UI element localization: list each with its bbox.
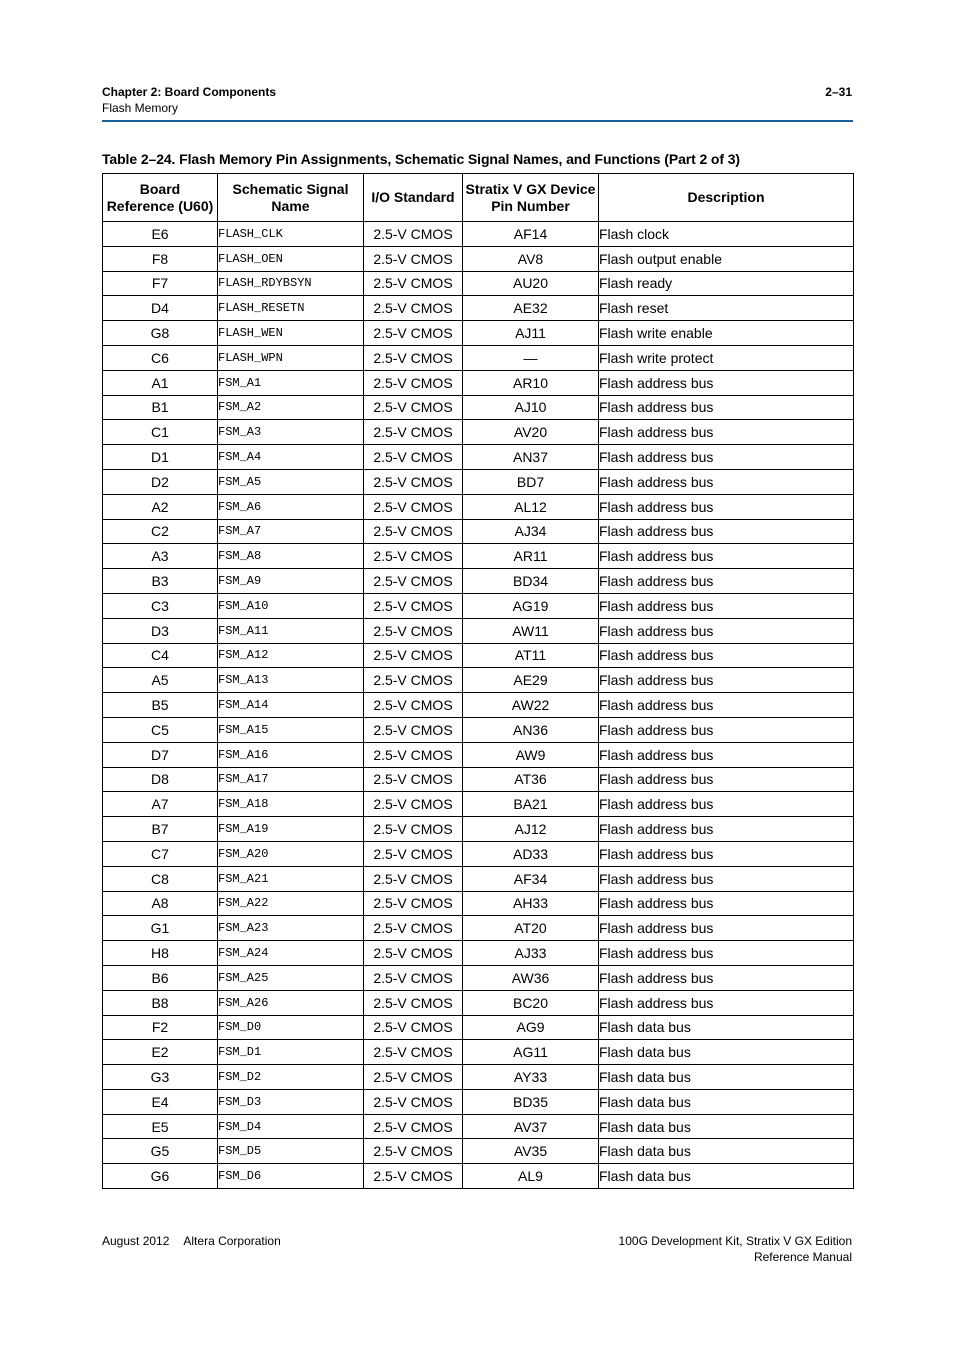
cell-io-standard: 2.5-V CMOS xyxy=(364,1114,463,1139)
cell-board-reference: G6 xyxy=(103,1164,218,1189)
cell-description: Flash data bus xyxy=(599,1164,854,1189)
cell-description: Flash address bus xyxy=(599,494,854,519)
chapter-title: Chapter 2: Board Components xyxy=(102,85,277,99)
table-row xyxy=(103,1164,854,1189)
cell-io-standard: 2.5-V CMOS xyxy=(364,866,463,891)
table-row xyxy=(103,345,854,370)
cell-io-standard: 2.5-V CMOS xyxy=(364,891,463,916)
cell-signal-name: FSM_A17 xyxy=(218,767,364,792)
cell-description: Flash address bus xyxy=(599,445,854,470)
table-row xyxy=(103,1139,854,1164)
cell-signal-name: FSM_A26 xyxy=(218,990,364,1015)
cell-description: Flash address bus xyxy=(599,693,854,718)
cell-description: Flash address bus xyxy=(599,965,854,990)
cell-description: Flash address bus xyxy=(599,420,854,445)
cell-pin-number: BC20 xyxy=(463,990,599,1015)
table-row xyxy=(103,990,854,1015)
cell-pin-number: AG19 xyxy=(463,593,599,618)
table-row xyxy=(103,668,854,693)
cell-signal-name: FSM_A3 xyxy=(218,420,364,445)
cell-signal-name: FSM_A20 xyxy=(218,841,364,866)
cell-description: Flash address bus xyxy=(599,569,854,594)
footer-doc-title: 100G Development Kit, Stratix V GX Edition xyxy=(618,1234,852,1248)
cell-description: Flash address bus xyxy=(599,990,854,1015)
cell-board-reference: B7 xyxy=(103,817,218,842)
footer-company: Altera Corporation xyxy=(183,1234,281,1248)
footer-doc-type: Reference Manual xyxy=(753,1250,852,1264)
cell-io-standard: 2.5-V CMOS xyxy=(364,1065,463,1090)
cell-io-standard: 2.5-V CMOS xyxy=(364,469,463,494)
cell-signal-name: FSM_A23 xyxy=(218,916,364,941)
cell-pin-number: AE32 xyxy=(463,296,599,321)
cell-io-standard: 2.5-V CMOS xyxy=(364,742,463,767)
cell-board-reference: A3 xyxy=(103,544,218,569)
cell-description: Flash address bus xyxy=(599,792,854,817)
cell-pin-number: AW22 xyxy=(463,693,599,718)
table-row xyxy=(103,395,854,420)
cell-board-reference: C8 xyxy=(103,866,218,891)
cell-io-standard: 2.5-V CMOS xyxy=(364,420,463,445)
cell-board-reference: G8 xyxy=(103,321,218,346)
cell-description: Flash address bus xyxy=(599,370,854,395)
cell-description: Flash address bus xyxy=(599,941,854,966)
cell-signal-name: FLASH_OEN xyxy=(218,246,364,271)
cell-board-reference: C5 xyxy=(103,717,218,742)
cell-board-reference: E2 xyxy=(103,1040,218,1065)
cell-description: Flash write protect xyxy=(599,345,854,370)
page-number: 2–31 xyxy=(825,85,852,99)
col-header-device-pin-number: Stratix V GX Device Pin Number xyxy=(463,174,599,222)
table-row xyxy=(103,445,854,470)
table-row xyxy=(103,1015,854,1040)
cell-board-reference: G5 xyxy=(103,1139,218,1164)
cell-pin-number: AW9 xyxy=(463,742,599,767)
table-row xyxy=(103,296,854,321)
cell-signal-name: FSM_A25 xyxy=(218,965,364,990)
cell-board-reference: A5 xyxy=(103,668,218,693)
col-header-io-standard: I/O Standard xyxy=(364,174,463,222)
cell-description: Flash address bus xyxy=(599,618,854,643)
section-title: Flash Memory xyxy=(102,101,179,115)
table-row xyxy=(103,817,854,842)
col-header-board-reference: Board Reference (U60) xyxy=(103,174,218,222)
table-row xyxy=(103,519,854,544)
table-row xyxy=(103,370,854,395)
cell-io-standard: 2.5-V CMOS xyxy=(364,717,463,742)
cell-board-reference: B1 xyxy=(103,395,218,420)
pin-assignment-table xyxy=(102,173,854,1189)
cell-board-reference: A1 xyxy=(103,370,218,395)
cell-description: Flash write enable xyxy=(599,321,854,346)
table-row xyxy=(103,593,854,618)
cell-signal-name: FSM_D0 xyxy=(218,1015,364,1040)
cell-io-standard: 2.5-V CMOS xyxy=(364,965,463,990)
cell-pin-number: AD33 xyxy=(463,841,599,866)
cell-pin-number: AF14 xyxy=(463,222,599,247)
cell-io-standard: 2.5-V CMOS xyxy=(364,916,463,941)
cell-io-standard: 2.5-V CMOS xyxy=(364,817,463,842)
cell-signal-name: FLASH_WPN xyxy=(218,345,364,370)
cell-pin-number: AE29 xyxy=(463,668,599,693)
cell-signal-name: FSM_D2 xyxy=(218,1065,364,1090)
table-row xyxy=(103,916,854,941)
cell-signal-name: FSM_D1 xyxy=(218,1040,364,1065)
table-caption: Table 2–24. Flash Memory Pin Assignments, Schematic Signal Names, and Functions (Part 2 of 3) xyxy=(102,151,740,167)
cell-description: Flash data bus xyxy=(599,1139,854,1164)
cell-board-reference: C6 xyxy=(103,345,218,370)
table-row xyxy=(103,693,854,718)
cell-pin-number: AV35 xyxy=(463,1139,599,1164)
cell-description: Flash data bus xyxy=(599,1015,854,1040)
table-row xyxy=(103,1089,854,1114)
cell-io-standard: 2.5-V CMOS xyxy=(364,271,463,296)
cell-pin-number: BA21 xyxy=(463,792,599,817)
table-header-row xyxy=(103,174,854,222)
cell-io-standard: 2.5-V CMOS xyxy=(364,370,463,395)
cell-description: Flash data bus xyxy=(599,1040,854,1065)
cell-board-reference: G1 xyxy=(103,916,218,941)
cell-io-standard: 2.5-V CMOS xyxy=(364,544,463,569)
cell-signal-name: FLASH_RDYBSYN xyxy=(218,271,364,296)
cell-board-reference: H8 xyxy=(103,941,218,966)
cell-signal-name: FSM_A21 xyxy=(218,866,364,891)
cell-description: Flash data bus xyxy=(599,1114,854,1139)
cell-io-standard: 2.5-V CMOS xyxy=(364,1164,463,1189)
cell-board-reference: A8 xyxy=(103,891,218,916)
cell-io-standard: 2.5-V CMOS xyxy=(364,345,463,370)
cell-pin-number: AN37 xyxy=(463,445,599,470)
cell-pin-number: AT36 xyxy=(463,767,599,792)
cell-pin-number: AW11 xyxy=(463,618,599,643)
table-row xyxy=(103,792,854,817)
table-row xyxy=(103,494,854,519)
cell-io-standard: 2.5-V CMOS xyxy=(364,693,463,718)
cell-pin-number: AJ12 xyxy=(463,817,599,842)
cell-io-standard: 2.5-V CMOS xyxy=(364,941,463,966)
table-row xyxy=(103,469,854,494)
cell-pin-number: AG11 xyxy=(463,1040,599,1065)
cell-board-reference: E4 xyxy=(103,1089,218,1114)
cell-board-reference: E6 xyxy=(103,222,218,247)
cell-board-reference: C4 xyxy=(103,643,218,668)
cell-signal-name: FLASH_CLK xyxy=(218,222,364,247)
table-row xyxy=(103,941,854,966)
cell-pin-number: AJ10 xyxy=(463,395,599,420)
cell-board-reference: A7 xyxy=(103,792,218,817)
cell-pin-number: — xyxy=(463,345,599,370)
cell-signal-name: FSM_A13 xyxy=(218,668,364,693)
cell-pin-number: AU20 xyxy=(463,271,599,296)
cell-signal-name: FSM_A22 xyxy=(218,891,364,916)
cell-signal-name: FSM_A1 xyxy=(218,370,364,395)
cell-io-standard: 2.5-V CMOS xyxy=(364,445,463,470)
cell-description: Flash address bus xyxy=(599,841,854,866)
table-row xyxy=(103,742,854,767)
cell-description: Flash address bus xyxy=(599,891,854,916)
table-row xyxy=(103,1065,854,1090)
cell-signal-name: FSM_A15 xyxy=(218,717,364,742)
cell-board-reference: C2 xyxy=(103,519,218,544)
cell-board-reference: B5 xyxy=(103,693,218,718)
cell-board-reference: E5 xyxy=(103,1114,218,1139)
cell-io-standard: 2.5-V CMOS xyxy=(364,1139,463,1164)
table-row xyxy=(103,1040,854,1065)
cell-signal-name: FSM_A16 xyxy=(218,742,364,767)
cell-pin-number: BD7 xyxy=(463,469,599,494)
cell-pin-number: AT20 xyxy=(463,916,599,941)
cell-signal-name: FSM_D3 xyxy=(218,1089,364,1114)
table-row xyxy=(103,965,854,990)
cell-signal-name: FSM_D4 xyxy=(218,1114,364,1139)
cell-pin-number: AY33 xyxy=(463,1065,599,1090)
table-row xyxy=(103,222,854,247)
cell-pin-number: AV8 xyxy=(463,246,599,271)
table-row xyxy=(103,321,854,346)
cell-signal-name: FSM_A9 xyxy=(218,569,364,594)
cell-signal-name: FSM_A19 xyxy=(218,817,364,842)
cell-io-standard: 2.5-V CMOS xyxy=(364,792,463,817)
cell-io-standard: 2.5-V CMOS xyxy=(364,519,463,544)
cell-pin-number: AW36 xyxy=(463,965,599,990)
cell-pin-number: AF34 xyxy=(463,866,599,891)
cell-board-reference: F7 xyxy=(103,271,218,296)
table-body xyxy=(103,222,854,1189)
running-header xyxy=(102,84,276,116)
cell-description: Flash address bus xyxy=(599,593,854,618)
cell-board-reference: B8 xyxy=(103,990,218,1015)
table-row xyxy=(103,643,854,668)
col-header-description: Description xyxy=(599,174,854,222)
cell-io-standard: 2.5-V CMOS xyxy=(364,618,463,643)
table-row xyxy=(103,767,854,792)
cell-signal-name: FSM_A4 xyxy=(218,445,364,470)
cell-description: Flash address bus xyxy=(599,643,854,668)
cell-description: Flash address bus xyxy=(599,544,854,569)
cell-io-standard: 2.5-V CMOS xyxy=(364,593,463,618)
cell-board-reference: C1 xyxy=(103,420,218,445)
table-row xyxy=(103,618,854,643)
cell-board-reference: D1 xyxy=(103,445,218,470)
cell-io-standard: 2.5-V CMOS xyxy=(364,395,463,420)
cell-signal-name: FSM_A10 xyxy=(218,593,364,618)
footer-right xyxy=(619,1233,852,1265)
cell-signal-name: FSM_A6 xyxy=(218,494,364,519)
cell-signal-name: FSM_A11 xyxy=(218,618,364,643)
cell-io-standard: 2.5-V CMOS xyxy=(364,1089,463,1114)
cell-signal-name: FSM_D5 xyxy=(218,1139,364,1164)
cell-description: Flash data bus xyxy=(599,1089,854,1114)
table-row xyxy=(103,891,854,916)
cell-description: Flash address bus xyxy=(599,668,854,693)
table-row xyxy=(103,717,854,742)
cell-pin-number: AJ11 xyxy=(463,321,599,346)
cell-signal-name: FSM_A2 xyxy=(218,395,364,420)
cell-pin-number: AT11 xyxy=(463,643,599,668)
col-header-schematic-signal-name: Schematic Signal Name xyxy=(218,174,364,222)
header-rule xyxy=(102,120,853,122)
footer-date: August 2012 xyxy=(102,1234,170,1248)
cell-signal-name: FSM_A5 xyxy=(218,469,364,494)
cell-description: Flash address bus xyxy=(599,519,854,544)
cell-io-standard: 2.5-V CMOS xyxy=(364,643,463,668)
cell-board-reference: C3 xyxy=(103,593,218,618)
cell-pin-number: AJ34 xyxy=(463,519,599,544)
cell-io-standard: 2.5-V CMOS xyxy=(364,494,463,519)
cell-board-reference: C7 xyxy=(103,841,218,866)
cell-signal-name: FSM_A14 xyxy=(218,693,364,718)
cell-board-reference: D8 xyxy=(103,767,218,792)
cell-pin-number: AL9 xyxy=(463,1164,599,1189)
cell-board-reference: B3 xyxy=(103,569,218,594)
cell-signal-name: FSM_A7 xyxy=(218,519,364,544)
cell-board-reference: D2 xyxy=(103,469,218,494)
cell-description: Flash address bus xyxy=(599,866,854,891)
cell-board-reference: G3 xyxy=(103,1065,218,1090)
table-row xyxy=(103,1114,854,1139)
cell-pin-number: AR11 xyxy=(463,544,599,569)
cell-description: Flash data bus xyxy=(599,1065,854,1090)
cell-description: Flash address bus xyxy=(599,395,854,420)
table-row xyxy=(103,866,854,891)
cell-board-reference: F8 xyxy=(103,246,218,271)
cell-board-reference: D7 xyxy=(103,742,218,767)
cell-io-standard: 2.5-V CMOS xyxy=(364,222,463,247)
cell-description: Flash address bus xyxy=(599,742,854,767)
cell-pin-number: BD35 xyxy=(463,1089,599,1114)
table-row xyxy=(103,544,854,569)
cell-description: Flash address bus xyxy=(599,916,854,941)
table-row xyxy=(103,569,854,594)
cell-board-reference: F2 xyxy=(103,1015,218,1040)
cell-description: Flash clock xyxy=(599,222,854,247)
cell-pin-number: AG9 xyxy=(463,1015,599,1040)
cell-io-standard: 2.5-V CMOS xyxy=(364,296,463,321)
cell-description: Flash address bus xyxy=(599,817,854,842)
cell-pin-number: AN36 xyxy=(463,717,599,742)
cell-pin-number: BD34 xyxy=(463,569,599,594)
cell-description: Flash address bus xyxy=(599,717,854,742)
table-row xyxy=(103,246,854,271)
cell-io-standard: 2.5-V CMOS xyxy=(364,1015,463,1040)
cell-board-reference: D4 xyxy=(103,296,218,321)
cell-board-reference: A2 xyxy=(103,494,218,519)
cell-io-standard: 2.5-V CMOS xyxy=(364,767,463,792)
cell-pin-number: AV37 xyxy=(463,1114,599,1139)
cell-description: Flash address bus xyxy=(599,767,854,792)
cell-description: Flash reset xyxy=(599,296,854,321)
cell-pin-number: AH33 xyxy=(463,891,599,916)
cell-description: Flash ready xyxy=(599,271,854,296)
cell-signal-name: FSM_A8 xyxy=(218,544,364,569)
cell-pin-number: AJ33 xyxy=(463,941,599,966)
footer-left xyxy=(102,1233,281,1249)
cell-signal-name: FSM_A12 xyxy=(218,643,364,668)
cell-pin-number: AL12 xyxy=(463,494,599,519)
cell-io-standard: 2.5-V CMOS xyxy=(364,990,463,1015)
table-row xyxy=(103,420,854,445)
cell-board-reference: B6 xyxy=(103,965,218,990)
cell-io-standard: 2.5-V CMOS xyxy=(364,668,463,693)
cell-pin-number: AV20 xyxy=(463,420,599,445)
cell-io-standard: 2.5-V CMOS xyxy=(364,569,463,594)
cell-signal-name: FLASH_RESETN xyxy=(218,296,364,321)
cell-signal-name: FSM_A18 xyxy=(218,792,364,817)
cell-signal-name: FSM_A24 xyxy=(218,941,364,966)
cell-description: Flash output enable xyxy=(599,246,854,271)
cell-io-standard: 2.5-V CMOS xyxy=(364,321,463,346)
cell-io-standard: 2.5-V CMOS xyxy=(364,246,463,271)
table-row xyxy=(103,841,854,866)
cell-board-reference: D3 xyxy=(103,618,218,643)
cell-description: Flash address bus xyxy=(599,469,854,494)
cell-signal-name: FLASH_WEN xyxy=(218,321,364,346)
cell-io-standard: 2.5-V CMOS xyxy=(364,1040,463,1065)
table-row xyxy=(103,271,854,296)
cell-io-standard: 2.5-V CMOS xyxy=(364,841,463,866)
cell-pin-number: AR10 xyxy=(463,370,599,395)
cell-signal-name: FSM_D6 xyxy=(218,1164,364,1189)
